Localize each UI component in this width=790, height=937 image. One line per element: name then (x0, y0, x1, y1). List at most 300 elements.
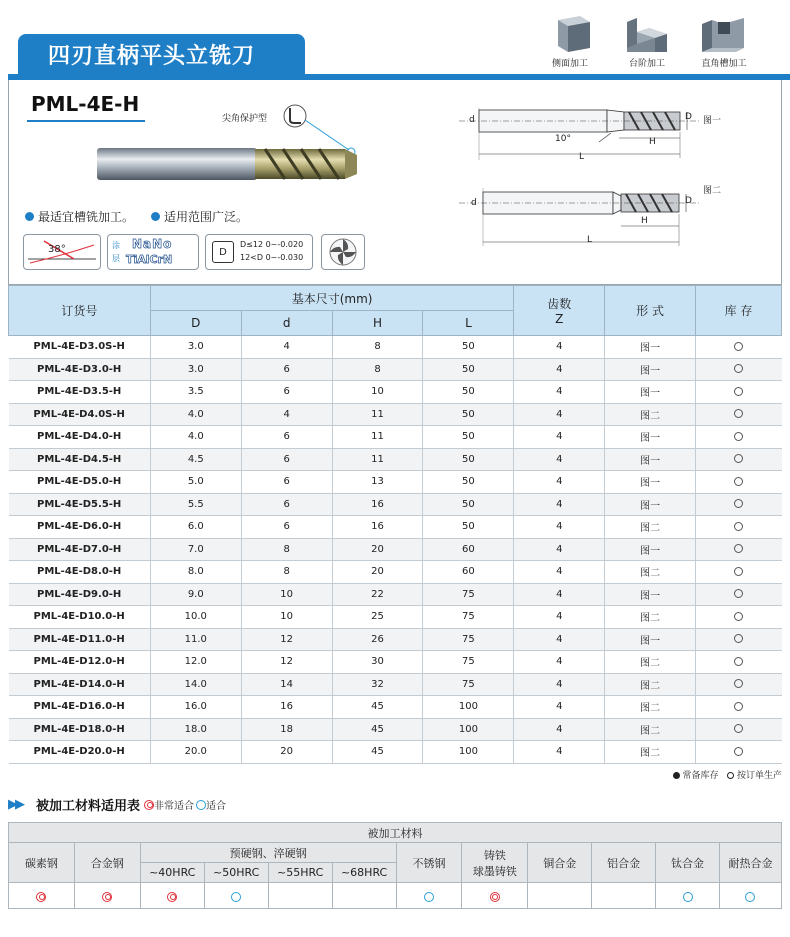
process-label: 侧面加工 (551, 59, 588, 69)
cell-Z: 4 (514, 403, 605, 426)
cell-D: 11.0 (150, 628, 241, 651)
fig2-L-label: L (587, 235, 593, 245)
mat-stainless: 不锈钢 (396, 843, 462, 883)
fig1-L-label: L (579, 152, 585, 162)
made-to-order-icon (734, 499, 743, 508)
cell-code: PML-4E-D18.0-H (9, 718, 151, 741)
cell-stock (696, 516, 782, 539)
cell-D: 16.0 (150, 696, 241, 719)
cell-Z: 4 (514, 673, 605, 696)
rating-cell (396, 883, 462, 909)
cell-form: 图一 (605, 381, 696, 404)
suitable-icon (231, 892, 241, 902)
cell-stock (696, 741, 782, 764)
table-row (9, 448, 782, 471)
cell-D: 9.0 (150, 583, 241, 606)
made-to-order-icon (734, 387, 743, 396)
cell-code: PML-4E-D12.0-H (9, 651, 151, 674)
very-suitable-icon (102, 892, 112, 902)
very-suitable-icon (167, 892, 177, 902)
cell-D: 10.0 (150, 606, 241, 629)
cell-form: 图二 (605, 516, 696, 539)
tolerance-line-1: D≤12 0~-0.020 (240, 240, 304, 249)
cell-code: PML-4E-D5.5-H (9, 493, 151, 516)
mat-cast-iron-1: 铸铁 (483, 848, 506, 862)
cell-form: 图二 (605, 673, 696, 696)
header-form: 形 式 (605, 286, 696, 336)
process-slot-milling (694, 14, 754, 69)
table-row (9, 696, 782, 719)
cell-d: 10 (241, 583, 332, 606)
coating-badge (107, 234, 199, 270)
cell-d: 10 (241, 606, 332, 629)
cell-Z: 4 (514, 538, 605, 561)
cell-H: 45 (332, 696, 423, 719)
cell-D: 3.5 (150, 381, 241, 404)
cell-Z: 4 (514, 583, 605, 606)
cell-L: 50 (423, 426, 514, 449)
cell-H: 8 (332, 336, 423, 359)
cell-code: PML-4E-D16.0-H (9, 696, 151, 719)
cell-Z: 4 (514, 381, 605, 404)
cell-d: 16 (241, 696, 332, 719)
figure-2-label: 图二 (703, 186, 722, 196)
fig1-H-label: H (649, 137, 656, 147)
cell-d: 4 (241, 403, 332, 426)
made-to-order-icon (734, 634, 743, 643)
cell-form: 图一 (605, 628, 696, 651)
fig1-d-label: d (469, 115, 475, 125)
figure-1-drawing (459, 102, 709, 174)
mat-h55: ~55HRC (268, 863, 332, 883)
cell-stock (696, 471, 782, 494)
cell-D: 8.0 (150, 561, 241, 584)
header-basic-size: 基本尺寸(mm) (150, 286, 514, 311)
cell-code: PML-4E-D3.5-H (9, 381, 151, 404)
fig2-d-label: d (471, 198, 477, 208)
made-to-order-icon (734, 432, 743, 441)
cell-L: 50 (423, 358, 514, 381)
suitable-icon (683, 892, 693, 902)
rating-cell (656, 883, 720, 909)
mat-heat-resistant: 耐热合金 (719, 843, 781, 883)
cell-code: PML-4E-D6.0-H (9, 516, 151, 539)
made-to-order-icon (734, 747, 743, 756)
cell-H: 25 (332, 606, 423, 629)
fig2-D-label: D (685, 196, 692, 206)
cell-D: 18.0 (150, 718, 241, 741)
table-row (9, 493, 782, 516)
mat-cast-iron-2: 球墨铸铁 (472, 864, 517, 878)
cell-Z: 4 (514, 516, 605, 539)
cell-d: 8 (241, 538, 332, 561)
cell-L: 50 (423, 471, 514, 494)
product-model: PML-4E-H (31, 92, 140, 116)
cell-stock (696, 606, 782, 629)
header-teeth-sub: Z (555, 312, 564, 326)
cell-Z: 4 (514, 561, 605, 584)
cell-code: PML-4E-D11.0-H (9, 628, 151, 651)
made-to-order-icon (734, 409, 743, 418)
cell-L: 50 (423, 336, 514, 359)
feature-text: 最适宜槽铣加工。 (38, 210, 135, 224)
cell-form: 图二 (605, 606, 696, 629)
cell-stock (696, 358, 782, 381)
callout-label: 尖角保护型 (222, 114, 268, 124)
cell-L: 60 (423, 561, 514, 584)
side-milling-icon (546, 14, 594, 54)
legend-very-text: 非常适合 (154, 801, 195, 812)
rating-cell (74, 883, 140, 909)
cell-L: 100 (423, 741, 514, 764)
rating-cell (9, 883, 75, 909)
feature-2 (151, 208, 248, 225)
cell-L: 75 (423, 628, 514, 651)
made-to-order-icon (734, 567, 743, 576)
coating-line-2: TiAlCrN (126, 253, 173, 266)
suitable-icon (745, 892, 755, 902)
header-d: d (241, 311, 332, 336)
cell-stock (696, 448, 782, 471)
cell-L: 50 (423, 516, 514, 539)
table-row (9, 516, 782, 539)
mat-titanium: 钛合金 (656, 843, 720, 883)
cell-stock (696, 403, 782, 426)
suitable-icon (424, 892, 434, 902)
cell-H: 26 (332, 628, 423, 651)
cell-stock (696, 673, 782, 696)
header-D: D (150, 311, 241, 336)
cell-code: PML-4E-D8.0-H (9, 561, 151, 584)
cell-L: 50 (423, 448, 514, 471)
table-row (9, 403, 782, 426)
table-row (9, 538, 782, 561)
mat-cast-iron (462, 843, 528, 883)
cell-D: 14.0 (150, 673, 241, 696)
material-header: 被加工材料 (9, 823, 782, 843)
helix-angle-value: 38° (48, 244, 66, 255)
mat-carbon: 碳素钢 (9, 843, 75, 883)
rating-cell (592, 883, 656, 909)
cell-H: 32 (332, 673, 423, 696)
material-title-text: 被加工材料适用表 (36, 799, 141, 814)
cell-D: 3.0 (150, 358, 241, 381)
mat-aluminum: 铝合金 (592, 843, 656, 883)
cell-H: 45 (332, 741, 423, 764)
cell-L: 100 (423, 696, 514, 719)
cell-D: 3.0 (150, 336, 241, 359)
cell-code: PML-4E-D14.0-H (9, 673, 151, 696)
rating-cell (462, 883, 528, 909)
cell-L: 50 (423, 493, 514, 516)
table-row (9, 426, 782, 449)
step-milling-icon (621, 14, 673, 54)
product-card (8, 80, 782, 285)
cell-form: 图二 (605, 741, 696, 764)
figure-2-drawing (459, 184, 709, 256)
coating-label: 涂层 (112, 241, 120, 263)
cell-stock (696, 561, 782, 584)
rating-cell (528, 883, 592, 909)
cell-Z: 4 (514, 358, 605, 381)
cell-d: 12 (241, 628, 332, 651)
made-to-order-icon (734, 589, 743, 598)
cell-L: 50 (423, 403, 514, 426)
cell-Z: 4 (514, 426, 605, 449)
cell-stock (696, 336, 782, 359)
cell-form: 图一 (605, 426, 696, 449)
made-to-order-icon (734, 544, 743, 553)
table-row (9, 741, 782, 764)
cell-Z: 4 (514, 493, 605, 516)
table-row (9, 628, 782, 651)
cell-code: PML-4E-D9.0-H (9, 583, 151, 606)
cell-form: 图二 (605, 651, 696, 674)
mat-h50: ~50HRC (204, 863, 268, 883)
cell-stock (696, 381, 782, 404)
cell-H: 11 (332, 448, 423, 471)
table-row (9, 358, 782, 381)
cell-D: 4.5 (150, 448, 241, 471)
cell-H: 11 (332, 426, 423, 449)
cell-H: 22 (332, 583, 423, 606)
cell-H: 16 (332, 516, 423, 539)
cell-L: 100 (423, 718, 514, 741)
cell-Z: 4 (514, 741, 605, 764)
cell-H: 13 (332, 471, 423, 494)
table-row (9, 673, 782, 696)
cell-code: PML-4E-D7.0-H (9, 538, 151, 561)
header-teeth-label: 齿数 (547, 297, 572, 311)
cell-D: 6.0 (150, 516, 241, 539)
header-H: H (332, 311, 423, 336)
fig1-angle-label: 10° (555, 134, 571, 144)
cell-H: 30 (332, 651, 423, 674)
table-row (9, 381, 782, 404)
cell-d: 12 (241, 651, 332, 674)
cell-L: 75 (423, 583, 514, 606)
cell-form: 图二 (605, 403, 696, 426)
cell-Z: 4 (514, 628, 605, 651)
cell-D: 20.0 (150, 741, 241, 764)
rating-cell (719, 883, 781, 909)
cell-form: 图一 (605, 493, 696, 516)
coating-line-1: NaNo (132, 237, 173, 251)
cell-d: 6 (241, 448, 332, 471)
cell-L: 75 (423, 651, 514, 674)
made-to-order-icon (734, 702, 743, 711)
cell-code: PML-4E-D5.0-H (9, 471, 151, 494)
stock-open-icon (727, 772, 734, 779)
table-row (9, 718, 782, 741)
cell-code: PML-4E-D10.0-H (9, 606, 151, 629)
cell-H: 45 (332, 718, 423, 741)
cell-d: 6 (241, 471, 332, 494)
cell-d: 6 (241, 426, 332, 449)
table-row (9, 583, 782, 606)
made-to-order-icon (734, 454, 743, 463)
fig1-D-label: D (685, 112, 692, 122)
cell-D: 4.0 (150, 403, 241, 426)
cell-form: 图二 (605, 561, 696, 584)
cell-D: 12.0 (150, 651, 241, 674)
process-step-milling (617, 14, 677, 69)
material-ratings-row (9, 883, 782, 909)
cell-form: 图一 (605, 336, 696, 359)
process-label: 直角槽加工 (701, 59, 747, 69)
cell-stock (696, 426, 782, 449)
mat-alloy: 合金钢 (74, 843, 140, 883)
cell-form: 图一 (605, 583, 696, 606)
mat-hardened: 预硬钢、淬硬钢 (140, 843, 396, 863)
cell-L: 50 (423, 381, 514, 404)
cell-Z: 4 (514, 448, 605, 471)
table-row (9, 561, 782, 584)
stock-legend (673, 768, 782, 781)
cell-D: 7.0 (150, 538, 241, 561)
mat-copper: 铜合金 (528, 843, 592, 883)
rating-cell (204, 883, 268, 909)
very-suitable-icon (36, 892, 46, 902)
cell-stock (696, 651, 782, 674)
spec-table-body (9, 336, 782, 764)
material-legend (144, 797, 226, 812)
header-teeth (514, 286, 605, 336)
mat-h68: ~68HRC (332, 863, 396, 883)
feature-text: 适用范围广泛。 (164, 210, 249, 224)
rating-cell (268, 883, 332, 909)
cell-L: 75 (423, 673, 514, 696)
cell-Z: 4 (514, 471, 605, 494)
cell-H: 10 (332, 381, 423, 404)
table-row (9, 606, 782, 629)
cell-Z: 4 (514, 606, 605, 629)
cell-D: 5.0 (150, 471, 241, 494)
cell-form: 图二 (605, 718, 696, 741)
made-to-order-icon (734, 657, 743, 666)
table-row (9, 651, 782, 674)
cell-code: PML-4E-D4.0S-H (9, 403, 151, 426)
cell-d: 6 (241, 516, 332, 539)
cell-d: 8 (241, 561, 332, 584)
tolerance-symbol-icon: D (212, 241, 234, 263)
legend-ok-text: 适合 (206, 801, 227, 812)
header-stock: 库 存 (696, 286, 782, 336)
feature-1 (25, 208, 134, 225)
cell-L: 60 (423, 538, 514, 561)
made-to-order-icon (734, 679, 743, 688)
cell-H: 20 (332, 538, 423, 561)
tolerance-badge (205, 234, 313, 270)
end-mill-image (95, 140, 365, 190)
header-L: L (423, 311, 514, 336)
made-to-order-icon (734, 364, 743, 373)
cell-Z: 4 (514, 336, 605, 359)
stock-filled-icon (673, 772, 680, 779)
cell-form: 图一 (605, 448, 696, 471)
helix-angle-badge (23, 234, 101, 270)
spec-table (8, 285, 782, 764)
mat-h40: ~40HRC (140, 863, 204, 883)
rating-cell (332, 883, 396, 909)
table-row (9, 471, 782, 494)
very-suitable-icon (144, 800, 154, 810)
cell-Z: 4 (514, 696, 605, 719)
cell-Z: 4 (514, 651, 605, 674)
cell-stock (696, 718, 782, 741)
cell-d: 4 (241, 336, 332, 359)
cell-d: 14 (241, 673, 332, 696)
cell-d: 20 (241, 741, 332, 764)
rating-cell (140, 883, 204, 909)
cell-Z: 4 (514, 718, 605, 741)
table-row (9, 336, 782, 359)
cell-d: 6 (241, 381, 332, 404)
cell-H: 11 (332, 403, 423, 426)
tolerance-line-2: 12<D 0~-0.030 (240, 253, 304, 262)
cell-L: 75 (423, 606, 514, 629)
made-to-order-icon (734, 522, 743, 531)
process-label: 台阶加工 (628, 59, 665, 69)
cell-d: 18 (241, 718, 332, 741)
slot-milling-icon (698, 14, 750, 54)
model-underline (27, 120, 145, 122)
cell-code: PML-4E-D3.0S-H (9, 336, 151, 359)
bullet-icon (151, 212, 160, 221)
made-to-order-icon (734, 342, 743, 351)
cell-code: PML-4E-D3.0-H (9, 358, 151, 381)
cell-form: 图二 (605, 696, 696, 719)
cell-H: 8 (332, 358, 423, 381)
cell-form: 图一 (605, 471, 696, 494)
cell-D: 4.0 (150, 426, 241, 449)
cell-d: 6 (241, 493, 332, 516)
cell-stock (696, 628, 782, 651)
cell-H: 16 (332, 493, 423, 516)
cell-code: PML-4E-D20.0-H (9, 741, 151, 764)
cell-stock (696, 583, 782, 606)
cell-form: 图一 (605, 538, 696, 561)
cell-D: 5.5 (150, 493, 241, 516)
double-arrow-icon: ▶▶ (8, 797, 22, 812)
cell-code: PML-4E-D4.5-H (9, 448, 151, 471)
material-table (8, 822, 782, 909)
legend-order-text: 按订单生产 (736, 771, 782, 781)
cell-code: PML-4E-D4.0-H (9, 426, 151, 449)
fig2-H-label: H (641, 216, 648, 226)
cell-d: 6 (241, 358, 332, 381)
cell-H: 20 (332, 561, 423, 584)
cell-form: 图一 (605, 358, 696, 381)
header-order-no: 订货号 (9, 286, 151, 336)
cell-stock (696, 696, 782, 719)
material-section-title (8, 795, 226, 814)
very-suitable-icon (490, 892, 500, 902)
flute-section-badge (321, 234, 365, 270)
made-to-order-icon (734, 724, 743, 733)
made-to-order-icon (734, 612, 743, 621)
legend-stock-text: 常备库存 (682, 771, 719, 781)
cell-stock (696, 538, 782, 561)
cell-stock (696, 493, 782, 516)
bullet-icon (25, 212, 34, 221)
made-to-order-icon (734, 477, 743, 486)
four-flute-section-icon (322, 235, 364, 269)
suitable-icon (196, 800, 206, 810)
figure-1-label: 图一 (703, 116, 722, 126)
page-title: 四刃直柄平头立铣刀 (18, 34, 305, 74)
process-side-milling (540, 14, 600, 69)
